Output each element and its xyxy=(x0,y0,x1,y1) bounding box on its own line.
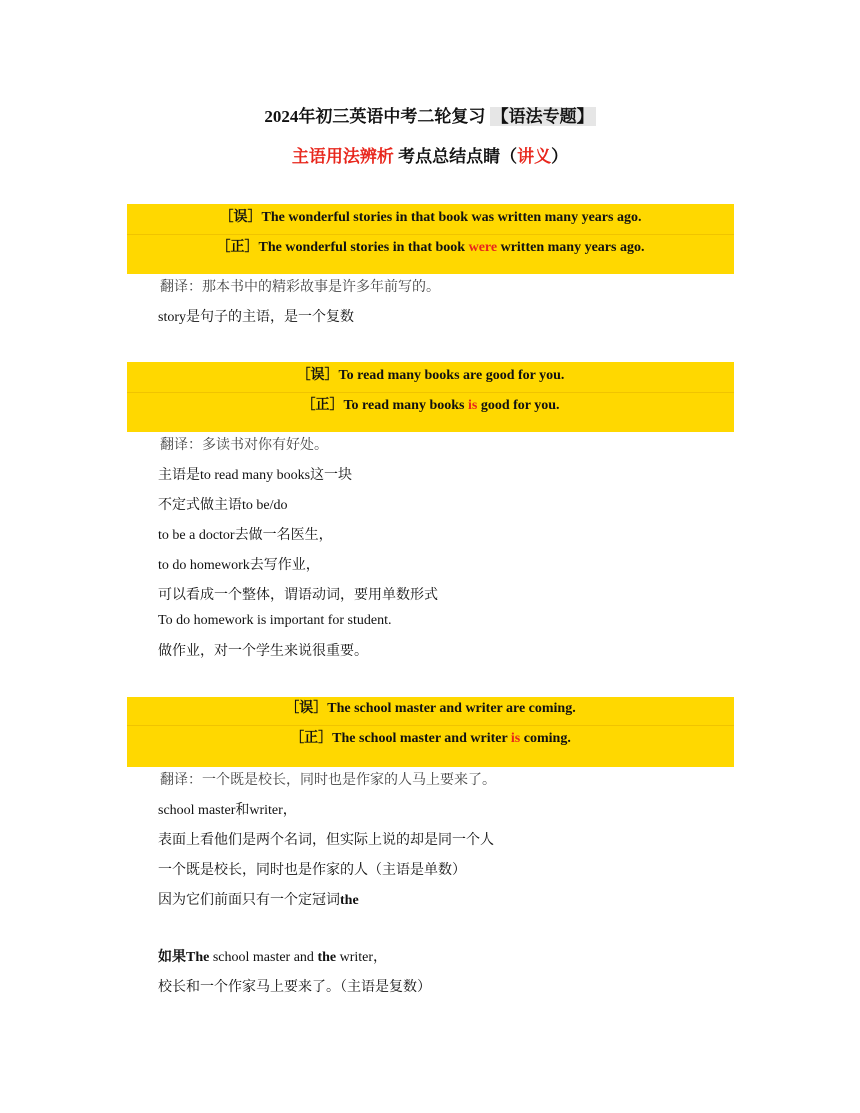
example1-right-post: written many years ago. xyxy=(497,240,645,255)
if-pre: 如果 xyxy=(158,950,186,965)
subtitle-end: ） xyxy=(551,147,569,166)
example3-divider xyxy=(127,725,734,726)
example2-wrong: ［误］To read many books are good for you. xyxy=(296,368,565,383)
example1-note: story是句子的主语，是一个复数 xyxy=(158,310,354,325)
example2-note: 可以看成一个整体，谓语动词，要用单数形式 xyxy=(158,588,438,603)
subtitle-mid: 考点总结点睛（ xyxy=(393,147,518,166)
subtitle-red: 主语用法辨析 xyxy=(291,147,394,166)
example3-note-the xyxy=(158,889,359,909)
example2-note: to be a doctor去做一名医生， xyxy=(158,528,333,543)
example1-divider xyxy=(127,234,734,235)
example2-note: to do homework去写作业， xyxy=(158,558,320,573)
page-title xyxy=(0,102,860,127)
example1-right-red: were xyxy=(468,240,498,255)
example3-note: 一个既是校长，同时也是作家的人（主语是单数） xyxy=(158,863,466,878)
example3-last: 校长和一个作家马上要来了。（主语是复数） xyxy=(158,980,431,995)
example3-right-post: coming. xyxy=(520,731,571,746)
example2-translation: 翻译：多读书对你有好处。 xyxy=(160,438,328,453)
example3-right-red: is xyxy=(510,731,521,746)
example2-note: 主语是to read many books这一块 xyxy=(158,468,353,483)
example1-wrong: ［误］The wonderful stories in that book was written many years ago. xyxy=(219,210,642,225)
example3-right xyxy=(127,727,734,747)
example3-note: school master和writer， xyxy=(158,803,297,818)
example1-right xyxy=(127,236,734,256)
title-topic: 【语法专题】 xyxy=(491,107,594,126)
example1-right-pre: ［正］The wonderful stories in that book xyxy=(216,240,469,255)
subtitle-red2: 讲义 xyxy=(517,147,552,166)
if-The: The xyxy=(186,950,210,965)
example2-right-pre: ［正］To read many books xyxy=(301,398,468,413)
example2-right-post: good for you. xyxy=(477,398,560,413)
if-the: the xyxy=(317,950,337,965)
example3-translation: 翻译：一个既是校长，同时也是作家的人马上要来了。 xyxy=(160,773,496,788)
example3-box xyxy=(127,697,734,767)
example3-right-pre: ［正］The school master and writer xyxy=(290,731,511,746)
title-prefix: 2024年初三英语中考二轮复习 xyxy=(264,107,490,126)
example3-if-line xyxy=(158,946,387,966)
example2-right-red: is xyxy=(467,398,478,413)
example2-box xyxy=(127,362,734,432)
example1-translation: 翻译：那本书中的精彩故事是许多年前写的。 xyxy=(160,280,440,295)
example2-note: 做作业，对一个学生来说很重要。 xyxy=(158,644,368,659)
example2-divider xyxy=(127,392,734,393)
example2-note: 不定式做主语to be/do xyxy=(158,498,288,513)
note-the-pre: 因为它们前面只有一个定冠词 xyxy=(158,893,340,908)
example2-right xyxy=(127,394,734,414)
page-subtitle xyxy=(0,142,860,167)
example2-note: To do homework is important for student. xyxy=(158,613,392,628)
if-post: writer， xyxy=(336,950,388,965)
example1-box xyxy=(127,204,734,274)
example3-wrong: ［误］The school master and writer are coming. xyxy=(285,701,576,716)
if-mid: school master and xyxy=(209,950,318,965)
note-the-word: the xyxy=(340,893,359,908)
example3-note: 表面上看他们是两个名词，但实际上说的却是同一个人 xyxy=(158,833,494,848)
